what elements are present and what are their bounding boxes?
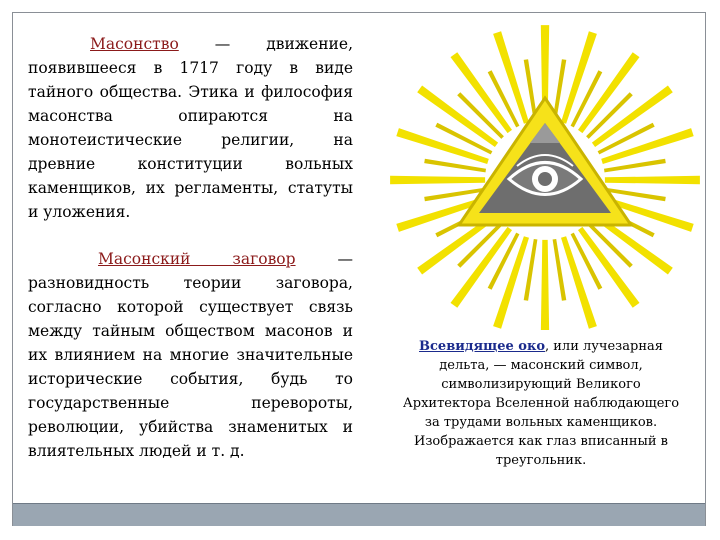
caption-text: , или лучезарная дельта, — масонский символ, символизирующий Великого Архитектора Вселенной наблюдающего за трудами вольных каменщиков. Изображается как глаз вписанный в треугольник. bbox=[402, 339, 680, 468]
freemasonry-definition bbox=[28, 32, 353, 224]
sun-ray bbox=[605, 176, 700, 184]
freemasonry-definition-text: — движение, появившееся в 1717 году в виде тайного общества. Этика и философия масонства опираются на монотеистические религии, на древние конституции вольных каменщиков, их регламенты, статуты и уложения. bbox=[28, 35, 353, 221]
term-freemasonry: Масонство bbox=[90, 35, 179, 53]
all-seeing-eye-icon bbox=[385, 20, 705, 330]
sun-ray bbox=[390, 176, 485, 184]
conspiracy-definition bbox=[28, 247, 353, 463]
conspiracy-definition-text: — разновидность теории заговора, согласно которой существует связь между тайным обществом масонов и их влиянием на многие значительные исторические события, будь то государственные перевороты, революции, убийства знаменитых и влиятельных людей и т. д. bbox=[28, 250, 353, 460]
term-all-seeing-eye: Всевидящее око bbox=[419, 339, 545, 354]
all-seeing-eye-caption bbox=[396, 337, 686, 470]
sun-ray bbox=[541, 240, 549, 330]
footer-bar bbox=[13, 503, 705, 526]
term-masonic-conspiracy: Масонский заговор bbox=[98, 250, 296, 268]
